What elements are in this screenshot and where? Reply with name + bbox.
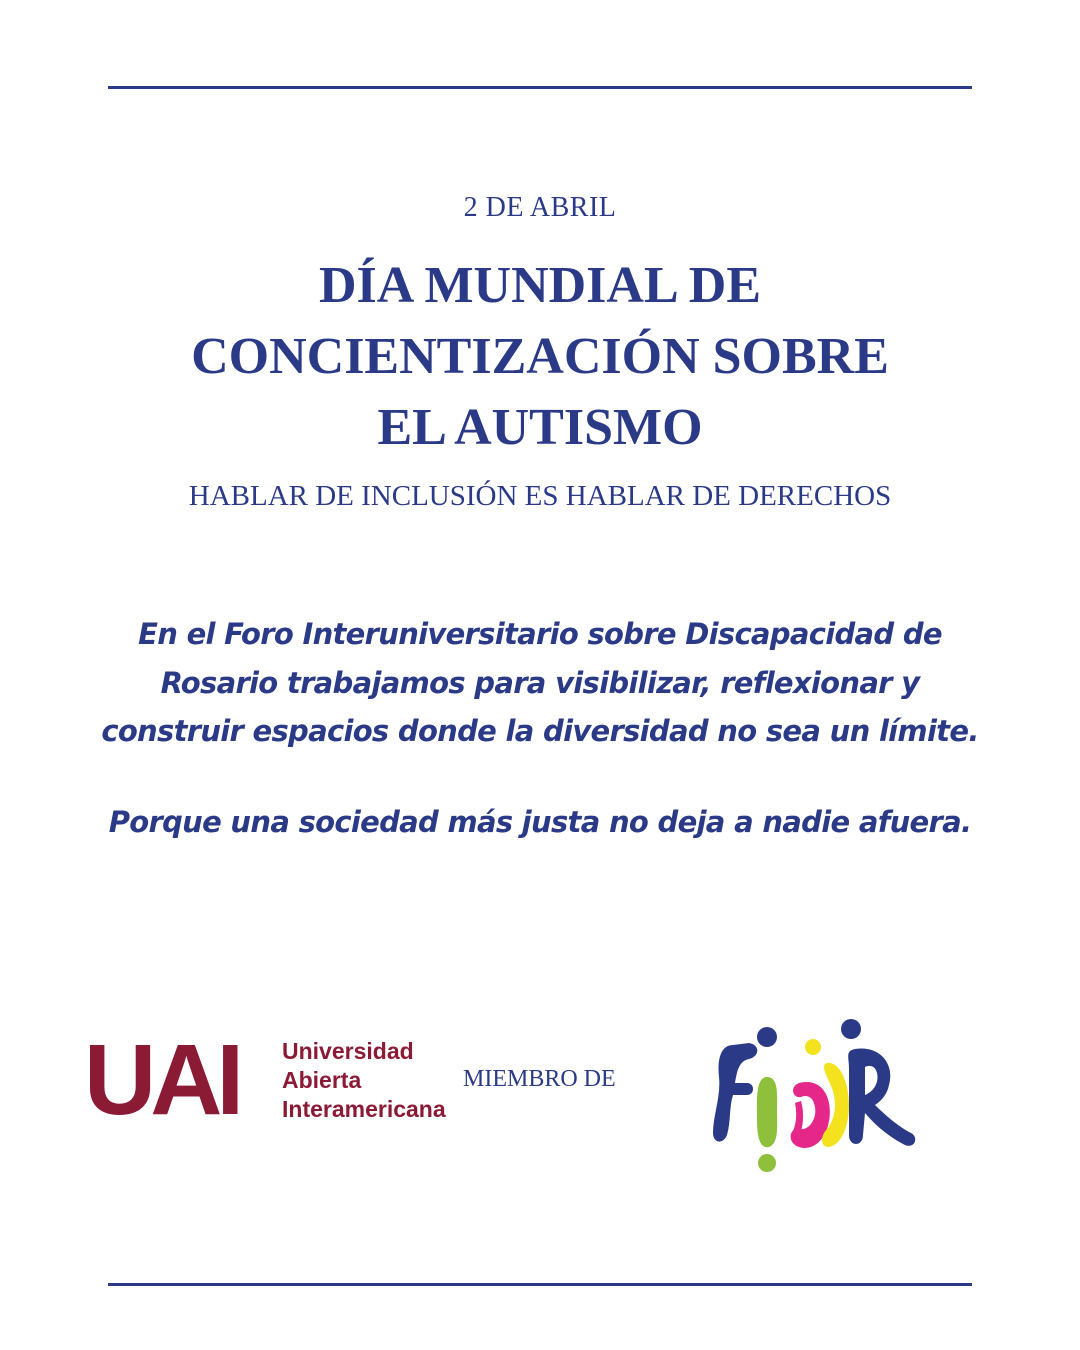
fidir-logo-icon	[705, 1015, 920, 1175]
uai-name-line: Abierta	[282, 1067, 362, 1093]
uai-logo-name	[282, 1037, 446, 1124]
paragraph-line: En el Foro Interuniversitario sobre Discapacidad de	[138, 617, 942, 651]
title-line: DÍA MUNDIAL DE	[318, 257, 762, 314]
page-title	[0, 250, 1080, 463]
paragraph-line: construir espacios donde la diversidad no sea un límite.	[101, 714, 979, 748]
event-date: 2 DE ABRIL	[463, 192, 617, 223]
uai-name-line: Universidad	[282, 1038, 414, 1064]
member-label: MIEMBRO DE	[463, 1066, 616, 1092]
uai-name-line: Interamericana	[282, 1096, 446, 1122]
title-line: CONCIENTIZACIÓN SOBRE	[191, 328, 889, 385]
title-line: EL AUTISMO	[377, 399, 703, 456]
uai-logo	[84, 1024, 474, 1136]
body-paragraph	[90, 610, 990, 756]
page-subtitle: HABLAR DE INCLUSIÓN ES HABLAR DE DERECHOS	[188, 480, 892, 512]
bottom-divider	[108, 1283, 972, 1286]
uai-logo-mark: UAI	[84, 1024, 239, 1136]
closing-statement: Porque una sociedad más justa no deja a nadie afuera.	[108, 805, 972, 839]
paragraph-line: Rosario trabajamos para visibilizar, reflexionar y	[160, 665, 920, 700]
top-divider	[108, 86, 972, 89]
